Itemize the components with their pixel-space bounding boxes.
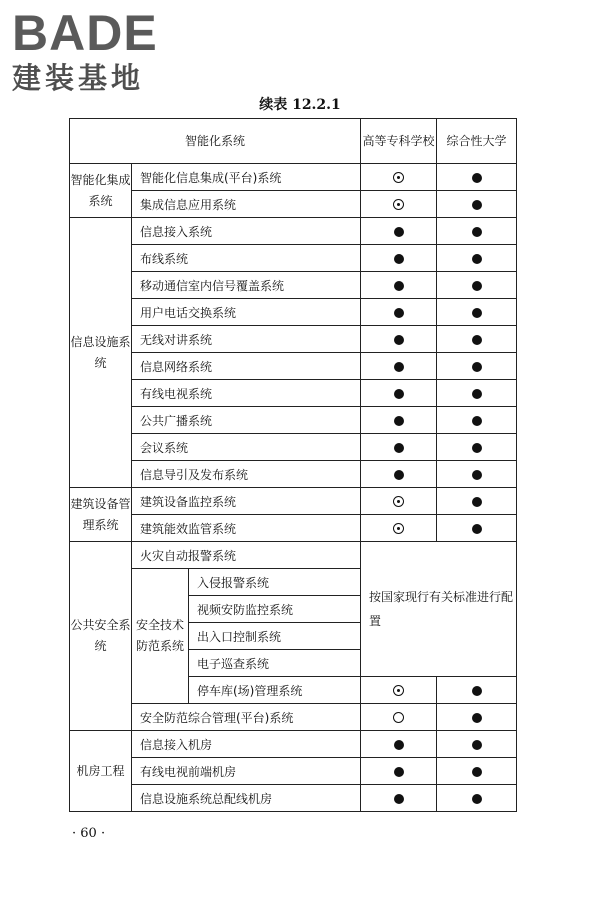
mark-col2 [437,461,517,488]
mark-col1 [361,326,437,353]
mark-col1 [361,191,437,218]
filled-dot-icon [472,713,482,723]
category-integration: 智能化集成系统 [70,164,132,218]
mark-col2 [437,218,517,245]
spec-table [69,118,517,812]
filled-dot-icon [472,686,482,696]
mark-col1 [361,488,437,515]
logo-wordmark: BADE [12,5,158,61]
filled-dot-icon [472,470,482,480]
filled-dot-icon [472,389,482,399]
filled-dot-icon [394,443,404,453]
row-name: 会议系统 [132,434,361,461]
mark-col2 [437,731,517,758]
dotted-circle-icon [393,685,404,696]
category-machine-room: 机房工程 [70,731,132,812]
mark-col2 [437,758,517,785]
row-name: 用户电话交换系统 [132,299,361,326]
row-name: 移动通信室内信号覆盖系统 [132,272,361,299]
filled-dot-icon [472,227,482,237]
mark-col1 [361,218,437,245]
mark-col1 [361,731,437,758]
mark-col2 [437,353,517,380]
table-row [70,731,517,758]
table-row [70,434,517,461]
mark-col2 [437,272,517,299]
mark-col1 [361,515,437,542]
row-name: 电子巡查系统 [189,650,361,677]
table-row [70,299,517,326]
filled-dot-icon [394,281,404,291]
table-row [70,461,517,488]
filled-dot-icon [472,308,482,318]
header-col2: 综合性大学 [437,119,517,164]
filled-dot-icon [394,335,404,345]
mark-col1 [361,704,437,731]
row-name: 信息接入系统 [132,218,361,245]
row-name: 智能化信息集成(平台)系统 [132,164,361,191]
dotted-circle-icon [393,172,404,183]
filled-dot-icon [394,308,404,318]
mark-col1 [361,164,437,191]
mark-col2 [437,191,517,218]
mark-col1 [361,407,437,434]
mark-col2 [437,299,517,326]
filled-dot-icon [472,173,482,183]
dotted-circle-icon [393,496,404,507]
mark-col2 [437,515,517,542]
row-name: 无线对讲系统 [132,326,361,353]
mark-col1 [361,380,437,407]
row-name: 公共广播系统 [132,407,361,434]
row-name: 建筑能效监管系统 [132,515,361,542]
subcategory-security-tech: 安全技术防范系统 [132,569,189,704]
filled-dot-icon [394,416,404,426]
row-name: 出入口控制系统 [189,623,361,650]
filled-dot-icon [472,254,482,264]
logo-subtitle: 建装基地 [12,61,145,95]
table-row [70,245,517,272]
mark-col1 [361,461,437,488]
filled-dot-icon [394,794,404,804]
table-row [70,542,517,569]
table-row [70,515,517,542]
dotted-circle-icon [393,199,404,210]
filled-dot-icon [394,470,404,480]
table-row [70,785,517,812]
filled-dot-icon [394,254,404,264]
filled-dot-icon [394,740,404,750]
mark-col2 [437,785,517,812]
mark-col1 [361,245,437,272]
table-row [70,353,517,380]
filled-dot-icon [472,416,482,426]
filled-dot-icon [472,335,482,345]
row-name: 入侵报警系统 [189,569,361,596]
row-name: 信息导引及发布系统 [132,461,361,488]
table-row [70,272,517,299]
table-row [70,488,517,515]
open-circle-icon [393,712,404,723]
row-name: 安全防范综合管理(平台)系统 [132,704,361,731]
mark-col1 [361,785,437,812]
table-row [70,164,517,191]
row-name: 视频安防监控系统 [189,596,361,623]
row-name: 有线电视系统 [132,380,361,407]
filled-dot-icon [472,281,482,291]
filled-dot-icon [472,524,482,534]
mark-col1 [361,758,437,785]
row-name: 信息设施系统总配线机房 [132,785,361,812]
mark-col2 [437,326,517,353]
row-name: 布线系统 [132,245,361,272]
row-name: 集成信息应用系统 [132,191,361,218]
mark-col2 [437,704,517,731]
mark-col2 [437,434,517,461]
mark-col1 [361,677,437,704]
category-information: 信息设施系统 [70,218,132,488]
filled-dot-icon [472,362,482,372]
table-row [70,704,517,731]
category-public-safety: 公共安全系统 [70,542,132,731]
filled-dot-icon [472,443,482,453]
filled-dot-icon [394,767,404,777]
filled-dot-icon [394,389,404,399]
row-name: 有线电视前端机房 [132,758,361,785]
mark-col2 [437,245,517,272]
mark-col2 [437,164,517,191]
table-row [70,380,517,407]
mark-col1 [361,434,437,461]
table-row [70,191,517,218]
filled-dot-icon [472,200,482,210]
mark-col2 [437,677,517,704]
row-name: 信息接入机房 [132,731,361,758]
mark-col1 [361,299,437,326]
table-row [70,218,517,245]
filled-dot-icon [472,767,482,777]
table-row [70,407,517,434]
filled-dot-icon [472,497,482,507]
mark-col2 [437,407,517,434]
row-name: 信息网络系统 [132,353,361,380]
category-building-equipment: 建筑设备管理系统 [70,488,132,542]
dotted-circle-icon [393,523,404,534]
row-name: 建筑设备监控系统 [132,488,361,515]
mark-col2 [437,488,517,515]
filled-dot-icon [472,794,482,804]
filled-dot-icon [472,740,482,750]
mark-col1 [361,272,437,299]
filled-dot-icon [394,227,404,237]
table-caption: 续表 12.2.1 [259,97,341,113]
header-system: 智能化系统 [70,119,361,164]
row-name: 停车库(场)管理系统 [189,677,361,704]
mark-col1 [361,353,437,380]
bade-logo [12,6,187,98]
table-row [70,758,517,785]
merged-note: 按国家现行有关标准进行配置 [361,542,517,677]
page-number: · 60 · [72,826,106,841]
mark-col2 [437,380,517,407]
filled-dot-icon [394,362,404,372]
table-row [70,326,517,353]
header-row [70,119,517,164]
row-name: 火灾自动报警系统 [132,542,361,569]
header-col1: 高等专科学校 [361,119,437,164]
